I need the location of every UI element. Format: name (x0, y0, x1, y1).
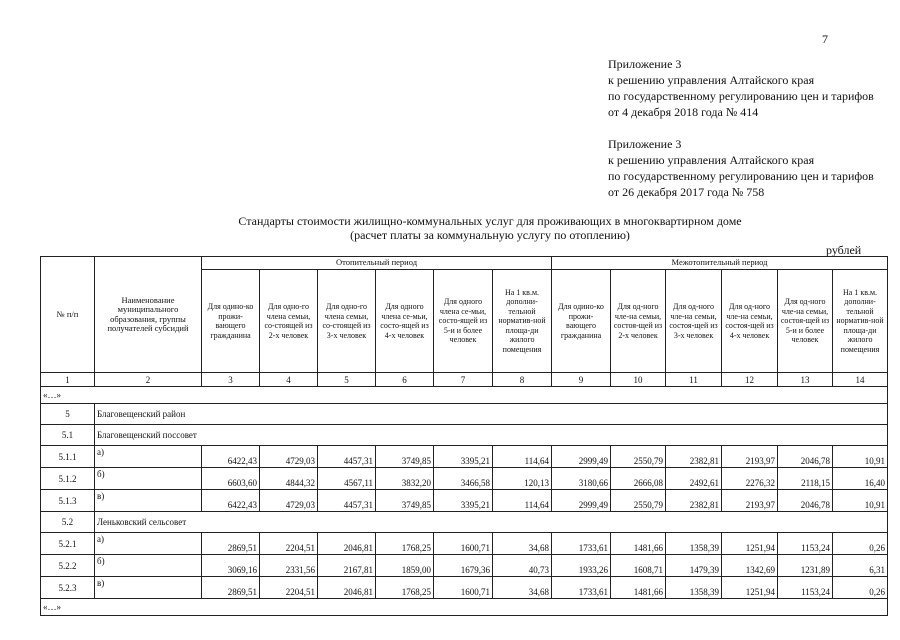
cell-value: 2382,81 (666, 446, 722, 468)
cell-value: 2046,81 (318, 533, 376, 555)
cell-value: 3749,85 (376, 490, 434, 512)
cell-value: 6603,60 (202, 468, 260, 490)
cell-value: 2550,79 (611, 446, 666, 468)
page-number: 7 (822, 32, 828, 46)
cell-value: 1251,94 (722, 533, 778, 555)
cell-value: 6422,43 (202, 490, 260, 512)
header-heating-col: Для одного члена се-мьи, состо-ящей из 5-и и более человек (434, 270, 493, 373)
cell-value: 1733,61 (552, 577, 611, 599)
units-label: рублей (826, 243, 862, 257)
header-heating-col: Для одно-го члена семьи, со-стоящей из 3-х человек (318, 270, 376, 373)
cell-value: 10,91 (833, 490, 888, 512)
table-row (41, 577, 888, 599)
header-name: Наименование муниципального образования, группы получателей субсидий (95, 257, 202, 373)
cell-value: 3466,58 (434, 468, 493, 490)
section-name: Леньковский сельсовет (95, 512, 888, 533)
row-index: 5.2.1 (41, 533, 95, 555)
appendix-line: от 4 декабря 2018 года № 414 (608, 105, 759, 119)
cell-value: 1153,24 (778, 533, 833, 555)
section-name: Благовещенский поссовет (95, 425, 888, 446)
cell-value: 1231,89 (778, 555, 833, 577)
cell-value: 2869,51 (202, 533, 260, 555)
cell-value: 6,31 (833, 555, 888, 577)
appendix-line: по государственному регулированию цен и тарифов (608, 169, 874, 183)
table-row (41, 533, 888, 555)
appendix-line: Приложение 3 (608, 57, 682, 71)
cell-value: 2999,49 (552, 446, 611, 468)
standards-table (40, 256, 888, 616)
cell-value: 2204,51 (260, 577, 318, 599)
cell-value: 3069,16 (202, 555, 260, 577)
header-nonheating-col: Для одино-ко прожи-вающего гражданина (552, 270, 611, 373)
column-number-row (41, 373, 888, 387)
section-index: 5.2 (41, 512, 95, 533)
header-nonheating-col: На 1 кв.м. дополни-тельной норматив-ной площа-ди жилого помещения (833, 270, 888, 373)
cell-value: 1600,71 (434, 577, 493, 599)
cell-value: 2046,78 (778, 446, 833, 468)
cell-value: 1342,69 (722, 555, 778, 577)
row-index: 5.2.2 (41, 555, 95, 577)
cell-value: 34,68 (493, 533, 552, 555)
column-number: 8 (493, 373, 552, 387)
header-heating-col: Для одино-ко прожи-вающего гражданина (202, 270, 260, 373)
column-number: 1 (41, 373, 95, 387)
cell-value: 3395,21 (434, 490, 493, 512)
row-label: б) (95, 555, 202, 577)
cell-value: 1608,71 (611, 555, 666, 577)
column-number: 2 (95, 373, 202, 387)
row-label: а) (95, 446, 202, 468)
section-index: 5 (41, 404, 95, 425)
row-index: 5.2.3 (41, 577, 95, 599)
cell-value: 114,64 (493, 446, 552, 468)
ellipsis-marker: «…» (41, 599, 888, 616)
appendix-line: к решению управления Алтайского края (608, 73, 815, 87)
appendix-line: по государственному регулированию цен и тарифов (608, 89, 874, 103)
cell-value: 1479,39 (666, 555, 722, 577)
cell-value: 1481,66 (611, 577, 666, 599)
column-number: 10 (611, 373, 666, 387)
appendix-line: от 26 декабря 2017 года № 758 (608, 185, 765, 199)
rows-group-5-2 (41, 533, 888, 599)
rows-group-5-1 (41, 446, 888, 512)
title-subtitle: (расчет платы за коммунальную услугу по отоплению) (350, 228, 630, 242)
appendix-block-current (608, 56, 893, 120)
table-row (41, 555, 888, 577)
column-number: 9 (552, 373, 611, 387)
row-label: б) (95, 468, 202, 490)
column-number: 4 (260, 373, 318, 387)
cell-value: 3395,21 (434, 446, 493, 468)
row-index: 5.1.2 (41, 468, 95, 490)
ellipsis-marker: «…» (41, 387, 888, 404)
cell-value: 3180,66 (552, 468, 611, 490)
cell-value: 0,26 (833, 577, 888, 599)
cell-value: 2869,51 (202, 577, 260, 599)
appendix-block-previous (608, 136, 893, 200)
cell-value: 4844,32 (260, 468, 318, 490)
table-row (41, 446, 888, 468)
cell-value: 1733,61 (552, 533, 611, 555)
cell-value: 3832,20 (376, 468, 434, 490)
cell-value: 1358,39 (666, 533, 722, 555)
cell-value: 4729,03 (260, 490, 318, 512)
header-heating-col: Для одного члена се-мьи, состо-ящей из 4-х человек (376, 270, 434, 373)
column-number: 13 (778, 373, 833, 387)
header-nonheating-col: Для од-ного чле-на семьи, состоя-щей из 3-х человек (666, 270, 722, 373)
column-number: 14 (833, 373, 888, 387)
title-line: Стандарты стоимости жилищно-коммунальных услуг для проживающих в многоквартирном доме (238, 214, 742, 228)
row-label: а) (95, 533, 202, 555)
header-nonheating-col: Для од-ного чле-на семьи, состоя-щей из 5-и и более человек (778, 270, 833, 373)
cell-value: 2666,08 (611, 468, 666, 490)
cell-value: 3749,85 (376, 446, 434, 468)
header-heating-col: На 1 кв.м. дополни-тельной норматив-ной площа-ди жилого помещения (493, 270, 552, 373)
header-nonheating-period: Межотопительный период (552, 257, 888, 270)
cell-value: 2382,81 (666, 490, 722, 512)
cell-value: 0,26 (833, 533, 888, 555)
section-row (41, 512, 888, 533)
cell-value: 1768,25 (376, 533, 434, 555)
column-number: 11 (666, 373, 722, 387)
column-number: 12 (722, 373, 778, 387)
appendix-line: Приложение 3 (608, 137, 682, 151)
cell-value: 34,68 (493, 577, 552, 599)
column-number: 3 (202, 373, 260, 387)
cell-value: 1679,36 (434, 555, 493, 577)
cell-value: 120,13 (493, 468, 552, 490)
cell-value: 1933,26 (552, 555, 611, 577)
cell-value: 1600,71 (434, 533, 493, 555)
cell-value: 114,64 (493, 490, 552, 512)
cell-value: 2193,97 (722, 446, 778, 468)
row-index: 5.1.1 (41, 446, 95, 468)
row-label: в) (95, 577, 202, 599)
cell-value: 2046,78 (778, 490, 833, 512)
cell-value: 2550,79 (611, 490, 666, 512)
header-number: № п/п (41, 257, 95, 373)
column-number: 6 (376, 373, 434, 387)
document-title (150, 214, 830, 242)
cell-value: 10,91 (833, 446, 888, 468)
cell-value: 1358,39 (666, 577, 722, 599)
section-row (41, 404, 888, 425)
cell-value: 2118,15 (778, 468, 833, 490)
cell-value: 4457,31 (318, 446, 376, 468)
cell-value: 40,73 (493, 555, 552, 577)
cell-value: 4567,11 (318, 468, 376, 490)
row-index: 5.1.3 (41, 490, 95, 512)
appendix-line: к решению управления Алтайского края (608, 153, 815, 167)
cell-value: 1153,24 (778, 577, 833, 599)
table-row (41, 490, 888, 512)
cell-value: 2204,51 (260, 533, 318, 555)
cell-value: 1251,94 (722, 577, 778, 599)
section-name: Благовещенский район (95, 404, 888, 425)
table-row (41, 468, 888, 490)
column-number: 5 (318, 373, 376, 387)
section-index: 5.1 (41, 425, 95, 446)
cell-value: 6422,43 (202, 446, 260, 468)
header-nonheating-col: Для од-ного чле-на семьи, состоя-щей из 4-х человек (722, 270, 778, 373)
header-heating-col: Для одно-го члена семьи, со-стоящей из 2-х человек (260, 270, 318, 373)
cell-value: 2331,56 (260, 555, 318, 577)
cell-value: 2193,97 (722, 490, 778, 512)
row-label: в) (95, 490, 202, 512)
header-nonheating-col: Для од-ного чле-на семьи, состоя-щей из 2-х человек (611, 270, 666, 373)
cell-value: 2167,81 (318, 555, 376, 577)
column-number: 7 (434, 373, 493, 387)
section-row (41, 425, 888, 446)
cell-value: 2492,61 (666, 468, 722, 490)
cell-value: 2046,81 (318, 577, 376, 599)
cell-value: 4457,31 (318, 490, 376, 512)
cell-value: 1481,66 (611, 533, 666, 555)
cell-value: 16,40 (833, 468, 888, 490)
cell-value: 1768,25 (376, 577, 434, 599)
header-heating-period: Отопительный период (202, 257, 552, 270)
cell-value: 2276,32 (722, 468, 778, 490)
cell-value: 2999,49 (552, 490, 611, 512)
cell-value: 4729,03 (260, 446, 318, 468)
cell-value: 1859,00 (376, 555, 434, 577)
